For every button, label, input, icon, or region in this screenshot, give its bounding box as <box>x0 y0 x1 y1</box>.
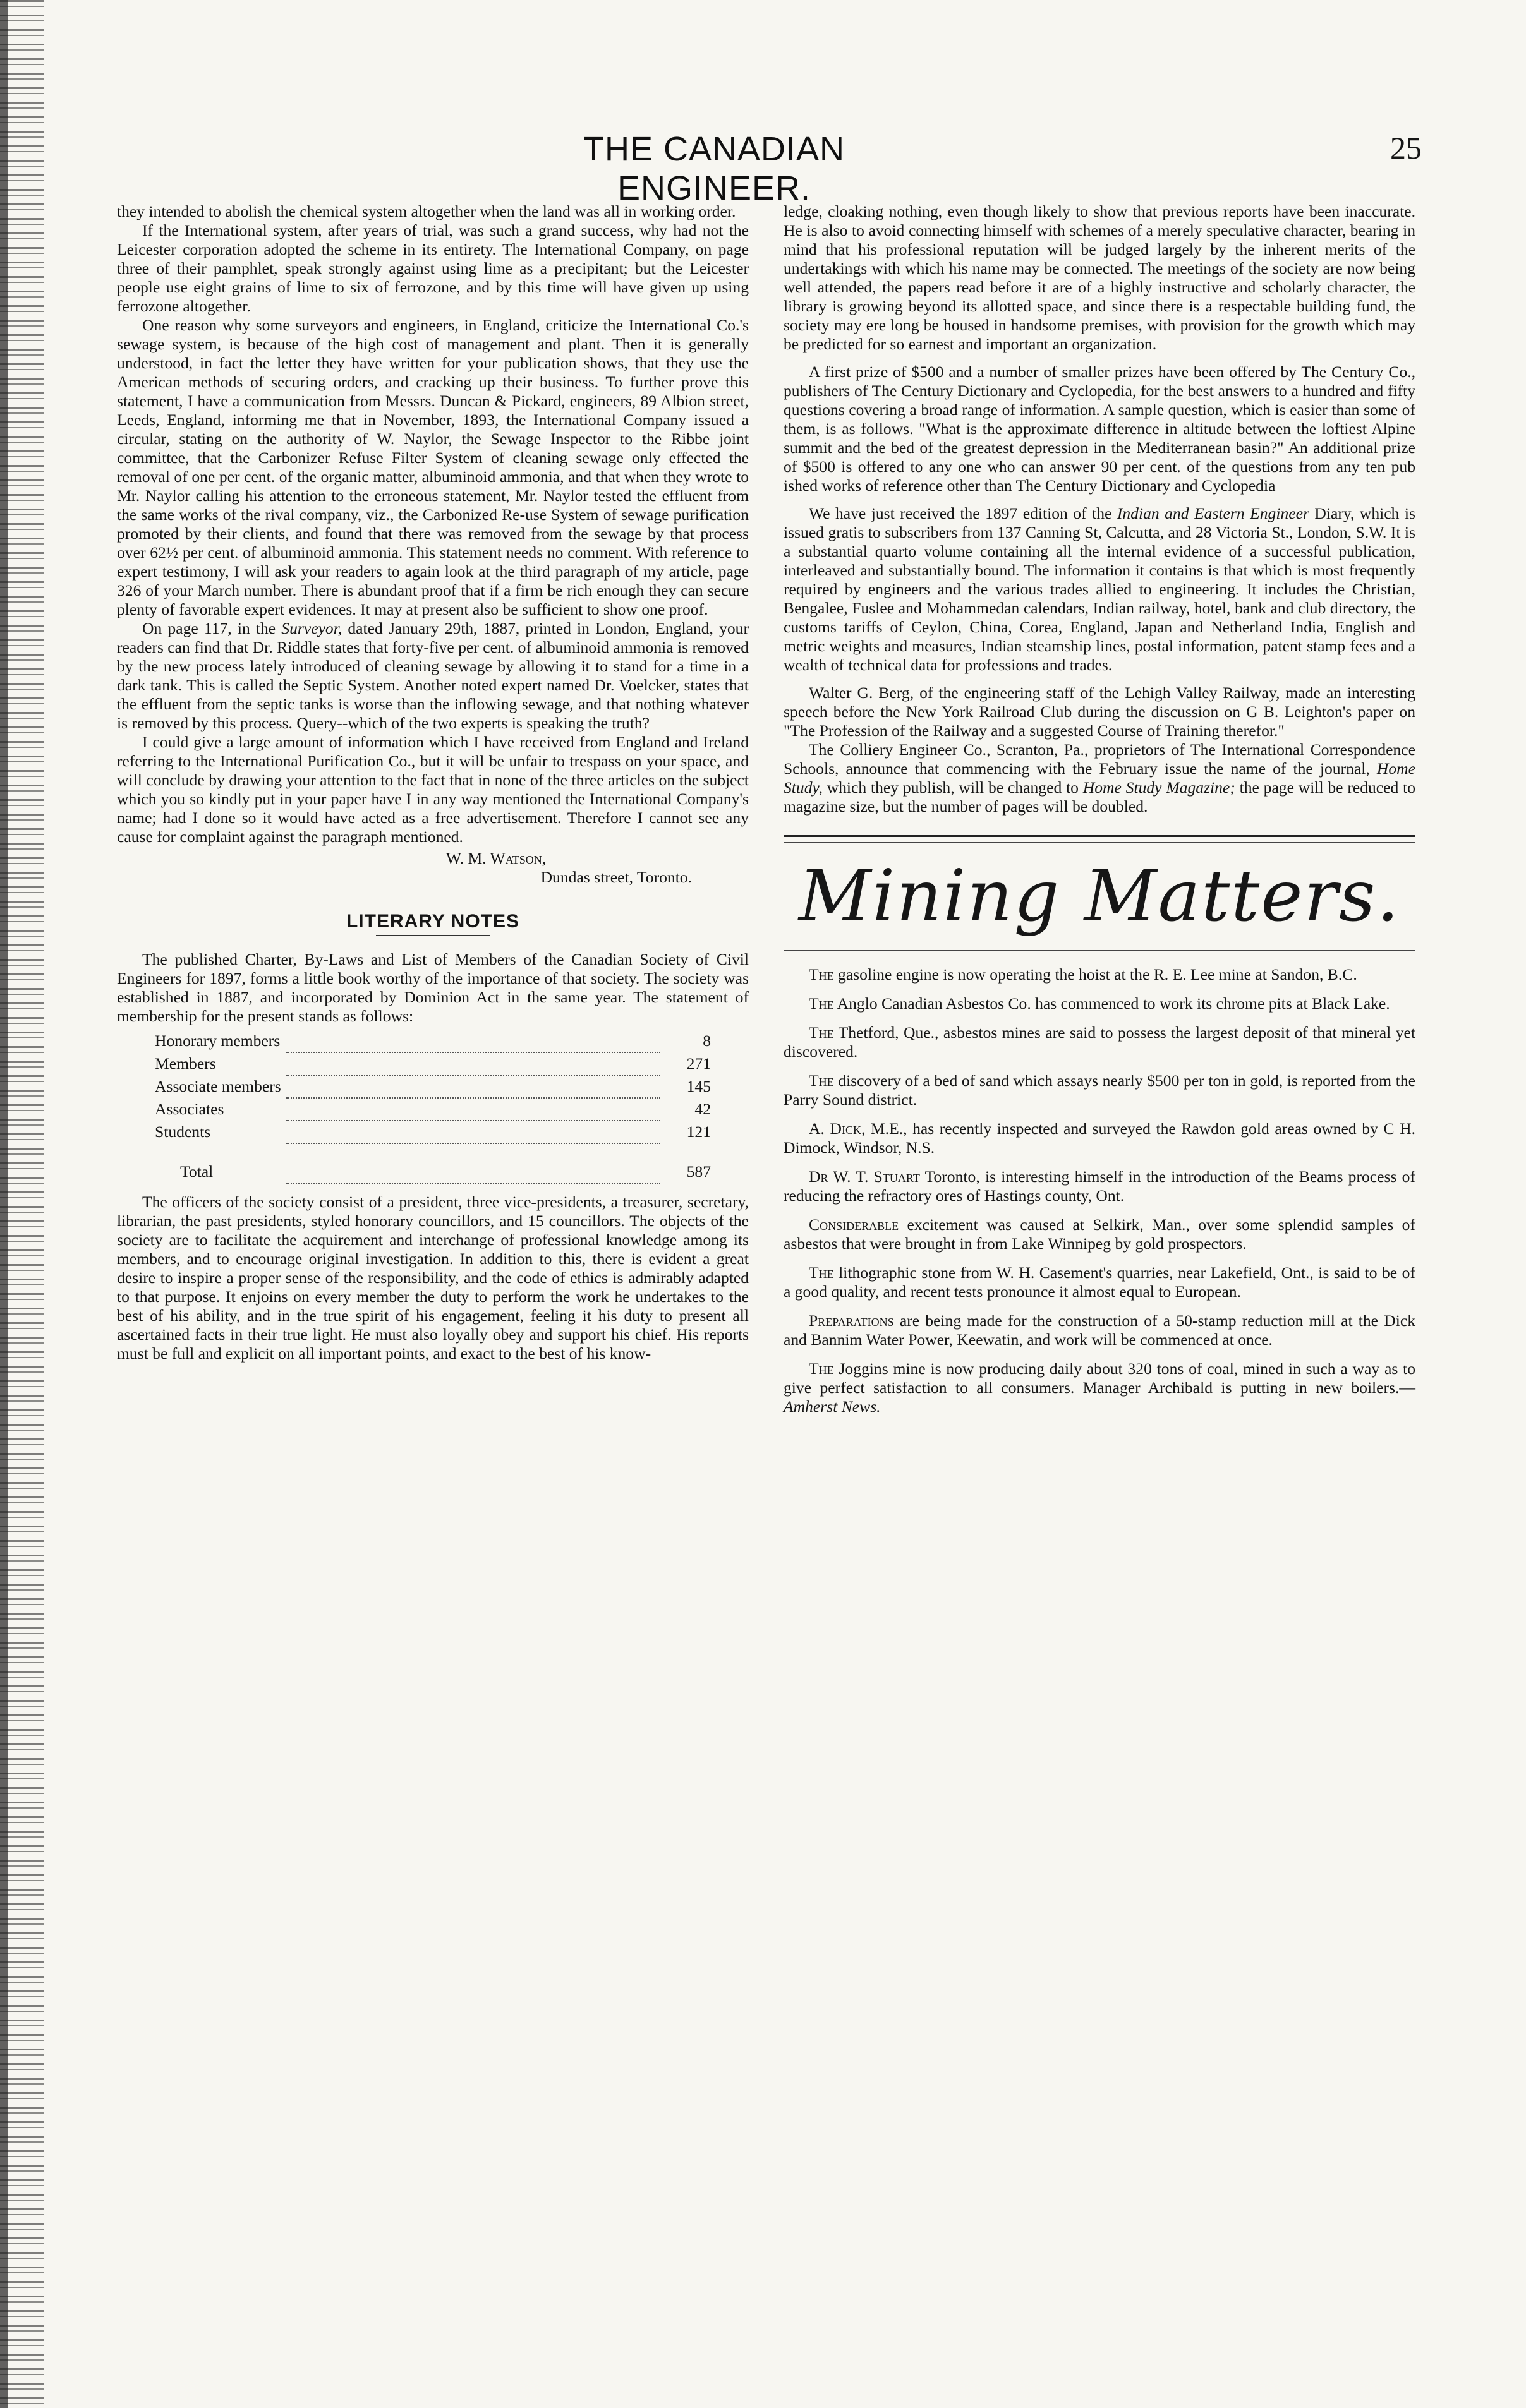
section-rule <box>784 835 1415 837</box>
item-lead: A. Dick, <box>809 1119 866 1138</box>
paragraph: The published Charter, By-Laws and List of Members of the Canadian Society of Civil Engineers for 1897, forms a little book worthy of the importance of that society. The society was established in 1887, and incorporated by Dominion Act in the same year. The statement of membership for the present stands as follows: <box>117 950 749 1025</box>
row-label: Honorary members <box>155 1032 281 1050</box>
table-row <box>155 1075 711 1098</box>
row-label: Students <box>155 1123 211 1141</box>
page-number: 25 <box>1390 130 1422 166</box>
membership-table <box>155 1030 711 1184</box>
right-column <box>784 202 1415 1416</box>
total-row <box>155 1143 711 1183</box>
table-row <box>155 1121 711 1143</box>
row-value: 145 <box>686 1077 711 1095</box>
text-run: The Colliery Engineer Co., Scranton, Pa., proprietors of The International Correspondence Schools, announce that commencing with the February issue the name of the journal, <box>784 740 1415 778</box>
item-lead: The <box>809 1071 834 1090</box>
text-run: which they publish, will be changed to <box>822 778 1083 797</box>
item-lead: Preparations <box>809 1311 894 1330</box>
table-row <box>155 1052 711 1075</box>
item-text: discovery of a bed of sand which assays nearly $500 per ton in gold, is reported from the Parry Sound district. <box>784 1071 1415 1109</box>
item-text: Joggins mine is now producing daily about 320 tons of coal, mined in such a way as to give perfect satisfaction to all consumers. Manager Archibald is putting in new boilers.— <box>784 1359 1415 1397</box>
news-item <box>784 1359 1415 1416</box>
heading-underline <box>376 935 490 936</box>
total-value: 587 <box>686 1162 711 1181</box>
item-text: Thetford, Que., asbestos mines are said to possess the largest deposit of that mineral yet discovered. <box>784 1023 1415 1061</box>
table-row <box>155 1098 711 1121</box>
header-rule <box>114 176 1428 178</box>
section-rule <box>784 842 1415 843</box>
item-text: lithographic stone from W. H. Casement's quarries, near Lakefield, Ont., is said to be of a good quality, and recent tests pronounce it almost equal to European. <box>784 1263 1415 1301</box>
paragraph: Walter G. Berg, of the engineering staff of the Lehigh Valley Railway, made an interesting speech before the New York Railroad Club during the discussion on G B. Leighton's paper on "The Profession of the Railway and a suggested Course of Training therefor." <box>784 683 1415 740</box>
item-text: are being made for the construction of a 50-stamp reduction mill at the Dick and Bannim Water Power, Keewatin, and work will be commenced at once. <box>784 1311 1415 1349</box>
row-value: 121 <box>686 1123 711 1141</box>
section-heading: LITERARY NOTES <box>346 911 520 932</box>
row-value: 271 <box>686 1054 711 1073</box>
mining-matters-heading: Mining Matters. <box>798 855 1401 937</box>
item-lead: The <box>809 965 834 984</box>
publication-name: Indian and Eastern Engineer <box>1117 504 1309 522</box>
paragraph <box>784 740 1415 816</box>
leader-dots <box>286 1030 660 1052</box>
item-lead: Dr W. T. Stuart <box>809 1167 920 1186</box>
leader-dots <box>286 1098 660 1121</box>
item-text: Toronto, is interesting himself in the introduction of the Beams process of reducing the refractory ores of Hastings county, Ont. <box>784 1167 1415 1205</box>
leader-dots <box>286 1143 660 1183</box>
total-label: Total <box>180 1162 214 1181</box>
publication-name: Home Study Magazine; <box>1082 778 1235 797</box>
paragraph: I could give a large amount of information which I have received from England and Ireland referring to the International Purification Co., but it will be unfair to trespass on your space, and will conclude by drawing your attention to the fact that in none of the three articles on the subject which you so kindly put in your paper have I in any way mentioned the International Company's name; had I done so it would have acted as a free advertisement. Therefore I cannot see any cause for complaint against the paragraph mentioned. <box>117 733 749 846</box>
news-item <box>784 1167 1415 1205</box>
table-row <box>155 1030 711 1052</box>
journal-title: THE CANADIAN ENGINEER. <box>583 130 845 207</box>
item-lead: The <box>809 1023 834 1042</box>
row-value: 42 <box>694 1100 711 1118</box>
text-run: On page 117, in the <box>142 619 282 637</box>
paragraph: If the International system, after years of trial, was such a grand success, why had not the Leicester corporation adopted the scheme in its entirety. The International Company, on page three of their pamphlet, speak strongly against using lime as a precipitant; but the Leicester people use eight grains of lime to six of ferrozone, and by this time will have given up using ferrozone altogether. <box>117 221 749 315</box>
paragraph: they intended to abolish the chemical system altogether when the land was all in working order. <box>117 202 736 220</box>
paragraph: The officers of the society consist of a president, three vice-presidents, a treasurer, secretary, librarian, the past presidents, styled honorary councillors, and 15 councillors. The objects of the society are to facilitate the acquirement and interchange of professional knowledge among its members, and to encourage original investigation. In addition to this, there is evident a great desire to inspire a proper sense of the responsibility, and the code of ethics is admirably adapted to that purpose. It enjoins on every member the duty to perform the work he undertakes to the best of his ability, and in the true spirit of his engagement, feeling it his duty to present all ascertained facts in their true light. He must also loyally obey and support his chief. His reports must be full and explicit on all important points, and exact to the best of his know- <box>117 1193 749 1363</box>
news-item <box>784 1023 1415 1061</box>
row-label: Associate members <box>155 1077 281 1095</box>
item-text: Anglo Canadian Asbestos Co. has commenced to work its chrome pits at Black Lake. <box>833 994 1390 1013</box>
paragraph: One reason why some surveyors and engineers, in England, criticize the International Co.'s sewage system, is because of the high cost of management and plant. Then it is generally understood, in fact the letter they have written for your publication shows, that they use the American methods of securing orders, and cracking up their business. To further prove this statement, I have a communication from Messrs. Duncan & Pickard, engineers, 89 Albion street, Leeds, England, informing me that in November, 1893, the International Company issued a circular, stating on the authority of W. Naylor, the Sewage Inspector to the Ribbe joint committee, that the Carbonizer Refuse Filter System of cleaning sewage only effected the removal of one per cent. of the organic matter, albuminoid ammonia, and that when they wrote to Mr. Naylor calling his attention to the erroneous statement, Mr. Naylor tested the effluent from the same works of the rival company, viz., the Carbonized Re-use System of sewage purification promoted by their clients, and found that there was removed from the sewage by that process over 62½ per cent. of albuminoid ammonia. This statement needs no comment. With reference to expert testimony, I will ask your readers to again look at the third paragraph of my article, page 326 of your March number. There is abundant proof that if a firm be rich enough they can secure plenty of favorable expert evidences. It may at present also be sufficient to show one proof. <box>117 316 749 618</box>
item-text: excitement was caused at Selkirk, Man., over some splendid samples of asbestos that were brought in from Lake Winnipeg by gold prospectors. <box>784 1215 1415 1253</box>
news-item <box>784 1119 1415 1157</box>
item-lead: Considerable <box>809 1215 899 1234</box>
news-item <box>784 994 1415 1013</box>
publication-name: Surveyor, <box>281 619 342 637</box>
row-label: Members <box>155 1054 216 1073</box>
publication-name: Home Study, <box>784 759 1415 797</box>
letter-address: Dundas street, Toronto. <box>540 868 692 886</box>
item-text: M.E., has recently inspected and surveyed the Rawdon gold areas owned by C H. Dimock, Windsor, N.S. <box>784 1119 1415 1157</box>
paragraph <box>784 504 1415 675</box>
letter-signature: W. M. Watson, <box>445 849 547 867</box>
item-lead: The <box>809 1263 834 1282</box>
leader-dots <box>286 1075 660 1098</box>
news-item <box>784 1071 1415 1109</box>
section-rule <box>784 950 1415 951</box>
item-lead: The <box>809 994 834 1013</box>
paragraph <box>117 619 749 733</box>
binding-shadow <box>0 0 8 2408</box>
news-item <box>784 1263 1415 1301</box>
news-item <box>784 1311 1415 1349</box>
text-run: Diary, which is issued gratis to subscribers from 137 Canning St, Calcutta, and 28 Victoria St., London, S.W. It is a substantial quarto volume containing all the internal evidence of a successful publication, interleaved and substantially bound. The information it contains is that which is most frequently required by engineers and the various trades allied to engineering. It includes the Christian, Bengalee, Fuslee and Mohammedan calendars, Indian railway, hotel, bank and club directory, the customs tariffs of Ceylon, China, Corea, England, Japan and Netherland India, English and metric weights and measures, Indian steamship lines, postal information, patent stamp fees and a wealth of technical data for professions and trades. <box>784 504 1415 674</box>
publication-name: Amherst News. <box>784 1397 881 1416</box>
news-item <box>784 965 1415 984</box>
text-run: the page will be reduced to magazine size, but the number of pages will be doubled. <box>784 778 1416 816</box>
paragraph: ledge, cloaking nothing, even though likely to show that previous reports have been inaccurate. He is also to avoid connecting himself with schemes of a merely speculative character, bearing in mind that his professional reputation will be judged largely by the inherent merits of the undertakings with which his name may be connected. The meetings of the society are now being well attended, the papers read before it are of a highly instructive and scholarly character, the library is growing beyond its allotted space, and since there is a respectable building fund, the society may ere long be housed in handsome premises, with provision for the growth which may be predicted for so earnest and important an organization. <box>784 202 1415 353</box>
item-text: gasoline engine is now operating the hoist at the R. E. Lee mine at Sandon, B.C. <box>833 965 1357 984</box>
item-lead: The <box>809 1359 834 1378</box>
text-run: dated January 29th, 1887, printed in London, England, your readers can find that Dr. Riddle states that forty-five per cent. of albuminoid ammonia is removed by the new process lately introduced of cleaning sewage by allowing it to stand for a time in a dark tank. This is called the Septic System. Another noted expert named Dr. Voelcker, states that the effluent from the septic tanks is worse than the inflowing sewage, and that nothing whatever is removed by this process. Query--which of the two experts is speaking the truth? <box>117 619 749 732</box>
leader-dots <box>286 1052 660 1075</box>
text-run: We have just received the 1897 edition of the <box>809 504 1117 522</box>
paragraph: A first prize of $500 and a number of smaller prizes have been offered by The Century Co., publishers of The Century Dictionary and Cyclopedia, for the best answers to a hundred and fifty questions covering a broad range of information. A sample question, which is easier than some of them, is as follows. "What is the approximate difference in altitude between the loftiest Alpine summit and the bed of the greatest depression in the Mediterranean basin?" An additional prize of $500 is offered to any one who can answer 90 per cent. of the questions from any ten pub ished works of reference other than The Century Dictionary and Cyclopedia <box>784 363 1415 495</box>
left-column <box>117 202 749 1363</box>
row-label: Associates <box>155 1100 224 1118</box>
news-item <box>784 1215 1415 1253</box>
leader-dots <box>286 1121 660 1143</box>
row-value: 8 <box>703 1032 711 1050</box>
